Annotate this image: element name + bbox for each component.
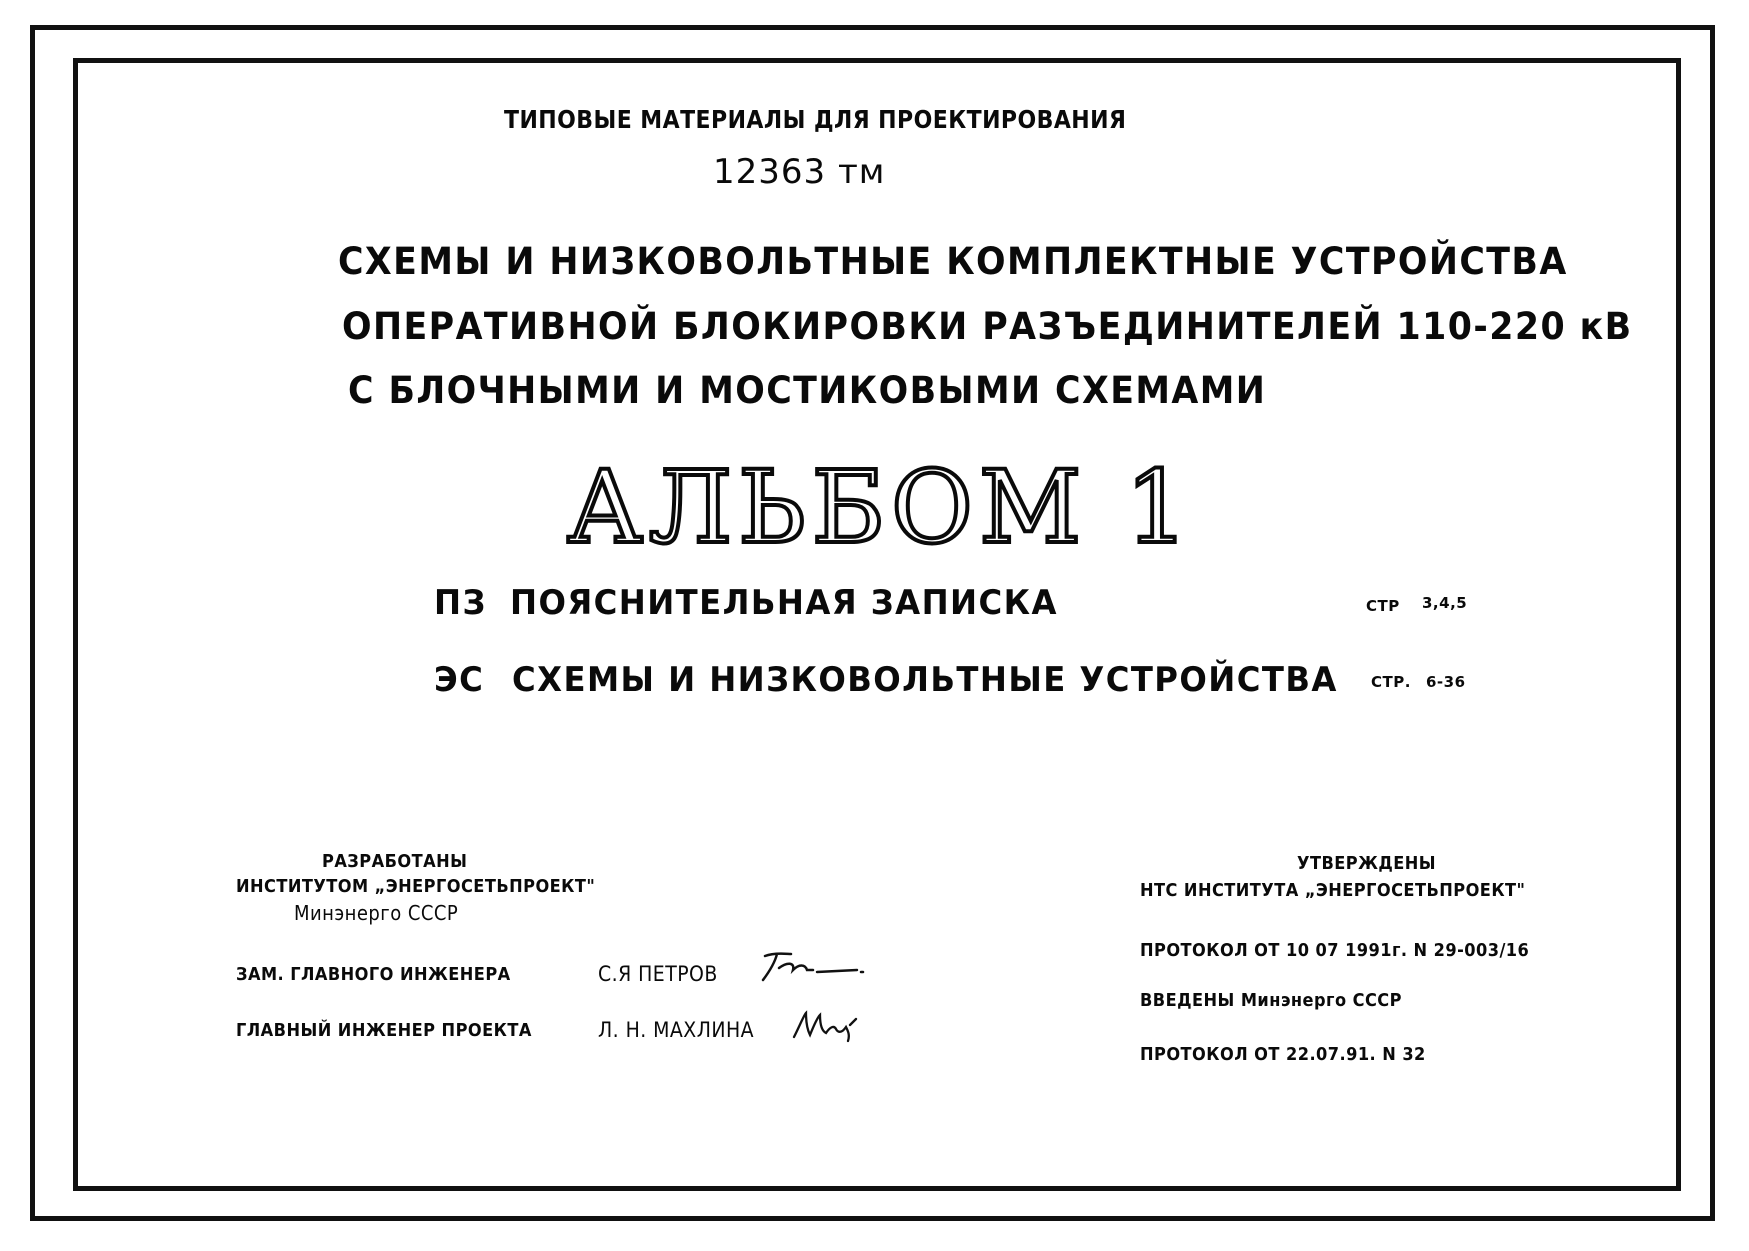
introduced-by: ВВЕДЕНЫ Минэнерго СССР [1140,990,1402,1011]
approved-heading: УТВЕРЖДЕНЫ [1297,853,1437,874]
section-pages: 3,4,5 [1422,594,1468,612]
section-title: СХЕМЫ И НИЗКОВОЛЬТНЫЕ УСТРОЙСТВА [512,660,1338,700]
title-line-2: ОПЕРАТИВНОЙ БЛОКИРОВКИ РАЗЪЕДИНИТЕЛЕЙ 110-220 кВ [342,305,1633,348]
album-title: АЛЬБОМ 1 [567,449,1195,566]
section-title: ПОЯСНИТЕЛЬНАЯ ЗАПИСКА [510,583,1058,623]
approval-protocol: ПРОТОКОЛ ОТ 10 07 1991г. N 29-003/16 [1140,940,1530,961]
document-code: 12363 тм [713,152,886,192]
section-pages-label: СТР. [1371,673,1411,691]
signatory-name: С.Я ПЕТРОВ [598,962,718,986]
developer-ministry: Минэнерго СССР [294,901,459,925]
introduction-protocol: ПРОТОКОЛ ОТ 22.07.91. N 32 [1140,1044,1426,1065]
series-title: ТИПОВЫЕ МАТЕРИАЛЫ ДЛЯ ПРОЕКТИРОВАНИЯ [504,105,1127,134]
developer-org: ИНСТИТУТОМ „ЭНЕРГОСЕТЬПРОЕКТ" [236,876,596,897]
section-code: ПЗ [434,583,487,623]
title-line-3: С БЛОЧНЫМИ И МОСТИКОВЫМИ СХЕМАМИ [348,369,1267,412]
title-line-1: СХЕМЫ И НИЗКОВОЛЬТНЫЕ КОМПЛЕКТНЫЕ УСТРОЙСТВА [338,240,1568,283]
signatory-role: ГЛАВНЫЙ ИНЖЕНЕР ПРОЕКТА [236,1020,532,1041]
signature-petrov [757,948,867,988]
section-code: ЭС [434,660,485,700]
developed-heading: РАЗРАБОТАНЫ [322,851,468,872]
signatory-role: ЗАМ. ГЛАВНОГО ИНЖЕНЕРА [236,964,511,985]
approver-org: НТС ИНСТИТУТА „ЭНЕРГОСЕТЬПРОЕКТ" [1140,880,1526,901]
section-pages-label: СТР [1366,597,1400,615]
signatory-name: Л. Н. МАХЛИНА [598,1018,754,1042]
signature-makhlina [790,1005,860,1047]
section-pages: 6-36 [1426,673,1466,691]
